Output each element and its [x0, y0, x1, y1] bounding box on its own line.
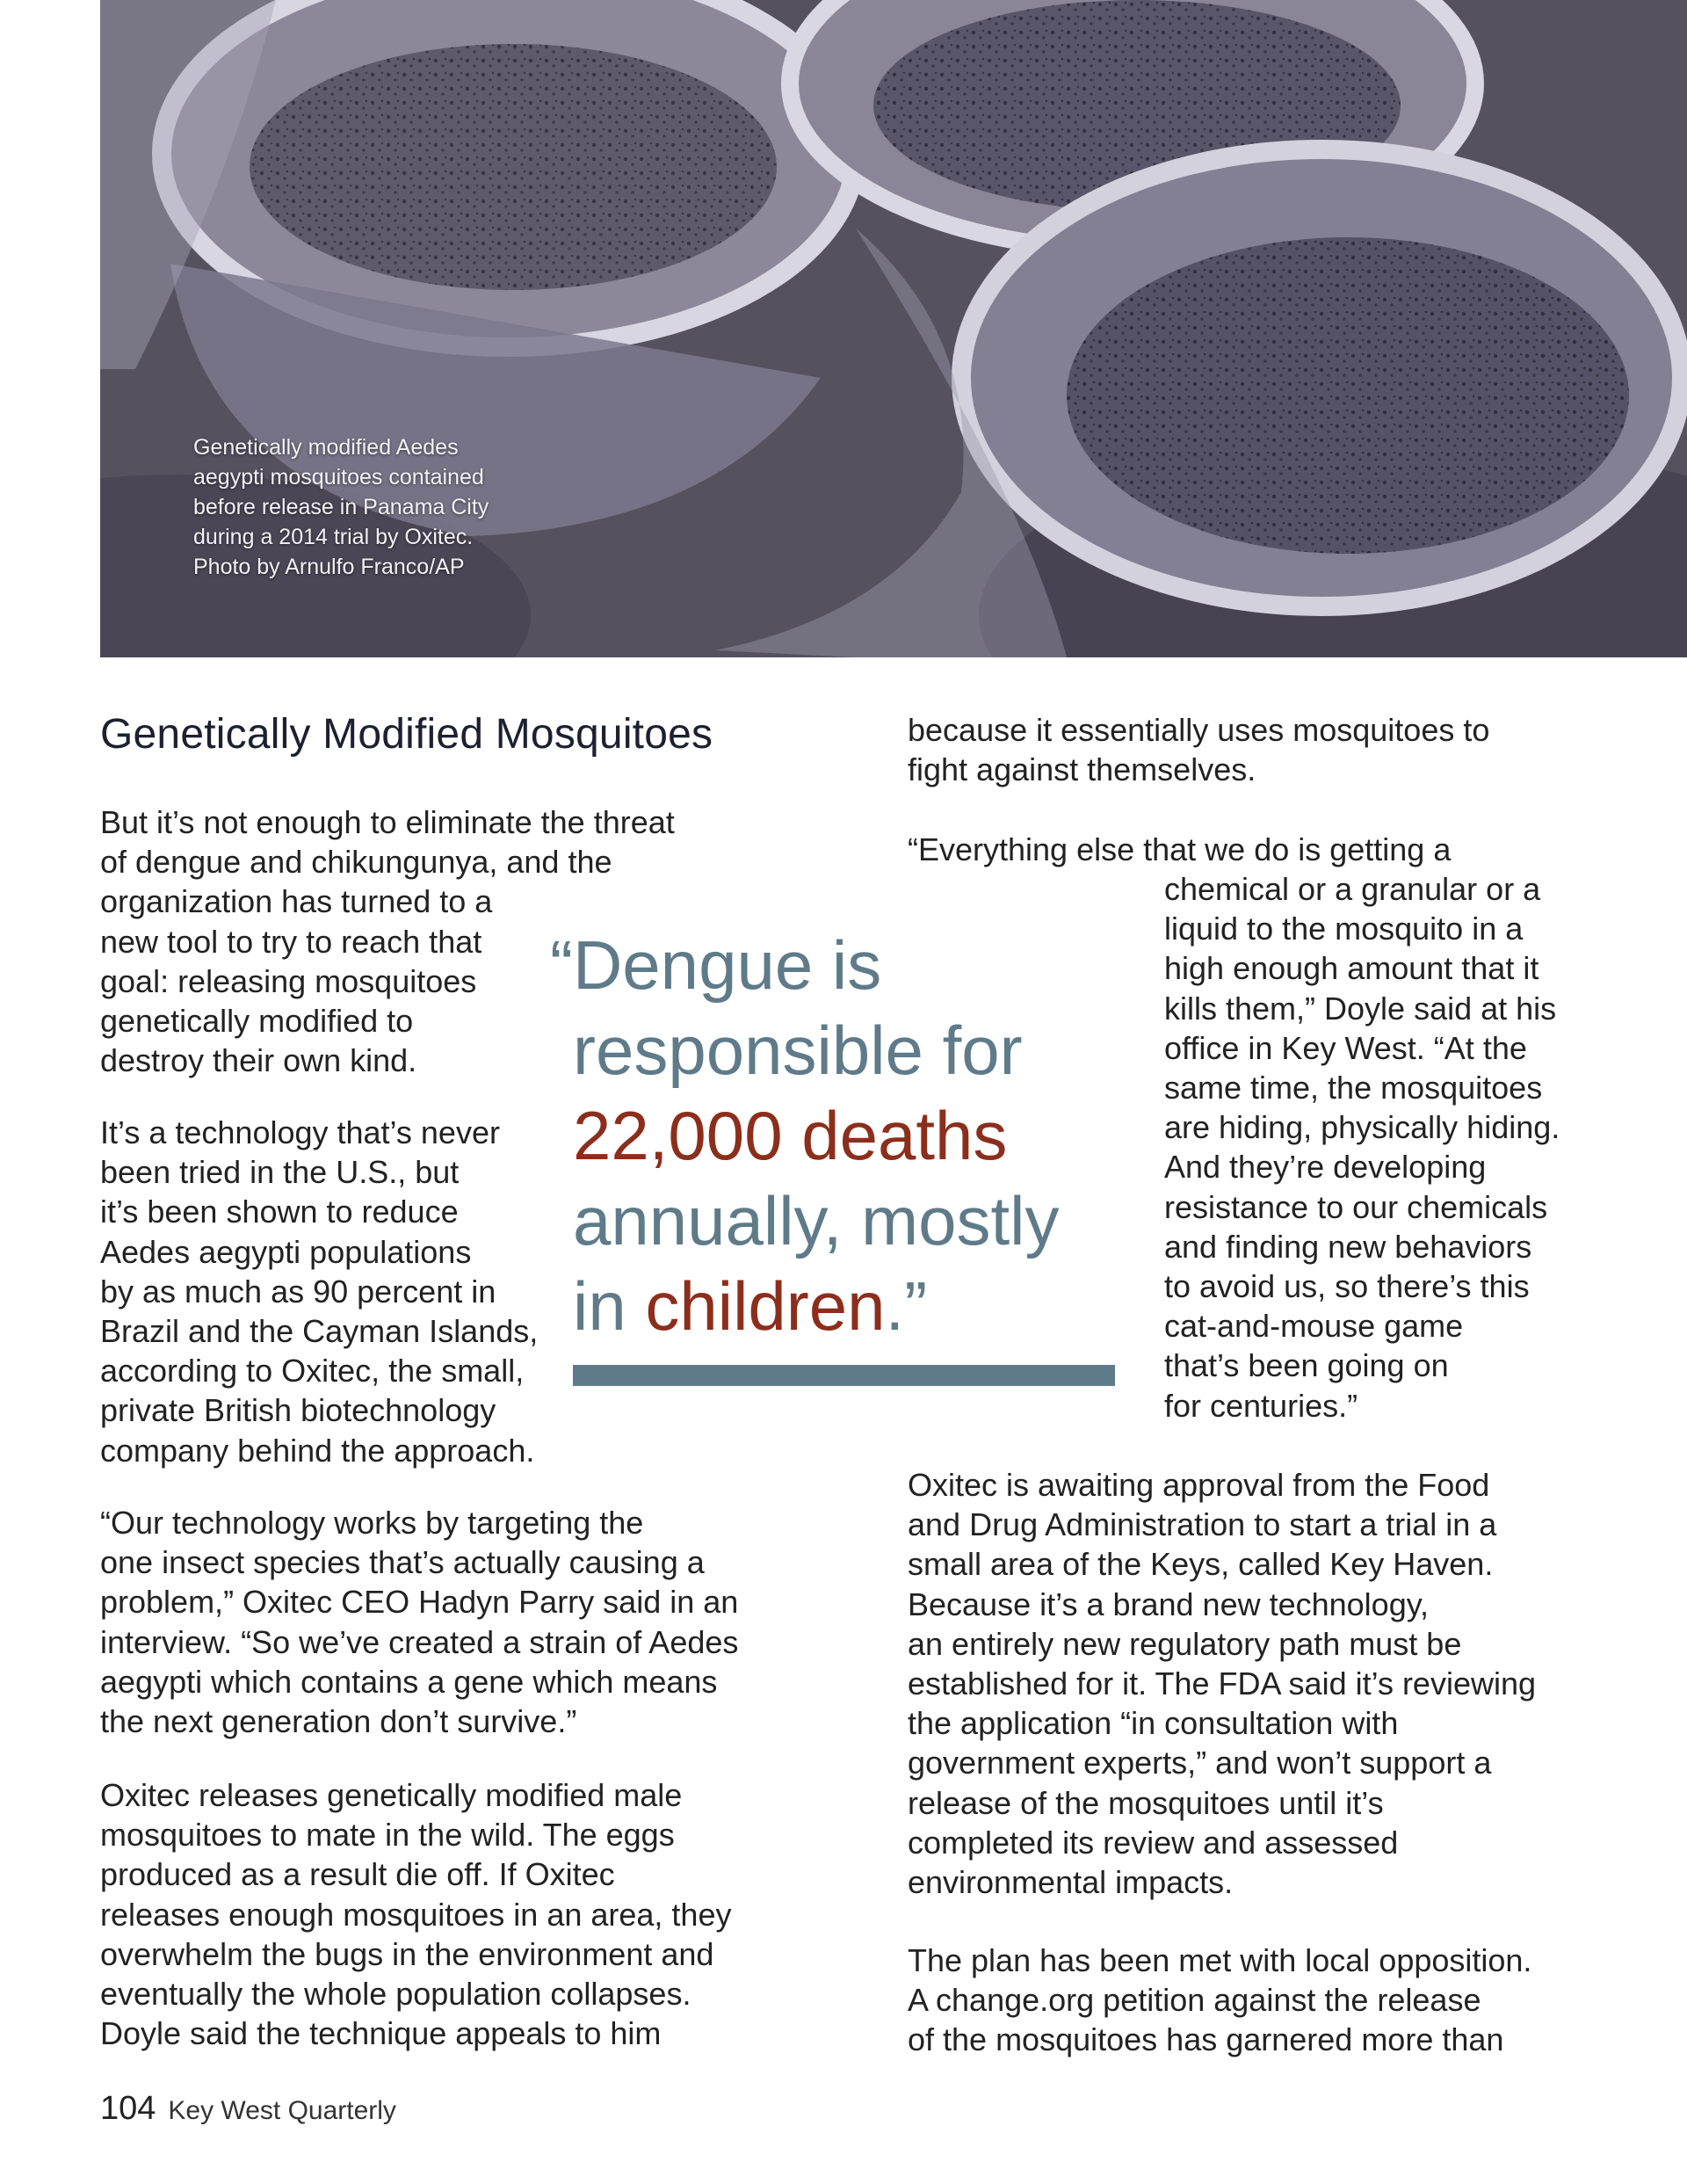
article-heading: Genetically Modified Mosquitoes [100, 711, 713, 758]
right-paragraph-2-wrap: chemical or a granular or a liquid to the mosquito in a high enough amount that it kills them,” Doyle said at his office in Key West. “At the same time, the mosquitoes are hiding, physically hiding. And they’re developing resistance to our chemicals and finding new behaviors to avoid us, so there’s this cat-and-mouse game that’s been going on for centuries.” [1164, 871, 1560, 1424]
right-paragraph-3: Oxitec is awaiting approval from the Food and Drug Administration to start a trial in a small area of the Keys, called Key Haven. Because it’s a brand new technology, an entirely new regulatory path must be established for it. The FDA said it’s reviewing the application “in consultation with government experts,” and won’t support a release of the mosquitoes until it’s completed its review and assessed environmental impacts. [908, 1467, 1537, 1901]
right-paragraph-1: because it essentially uses mosquitoes to fight against themselves. [908, 712, 1490, 788]
photo-caption: Genetically modified Aedes aegypti mosquitoes contained before release in Panama City during a 2014 trial by Oxitec. Photo by Arnulfo Franco/AP [193, 435, 489, 579]
left-paragraph-1: But it’s not enough to eliminate the threat of dengue and chikungunya, and the organization has turned to a new tool to try to reach that goal: releasing mosquitoes genetically modified to destroy their own kind. [100, 804, 675, 1079]
left-paragraph-3: “Our technology works by targeting the one insect species that’s actually causing a problem,” Oxitec CEO Hadyn Parry said in an interview. “So we’ve created a strain of Aedes aegypti which contains a gene which means the next generation don’t survive.” [100, 1505, 739, 1740]
mosquito-photo [100, 0, 1687, 657]
pull-quote-rule [573, 1365, 1115, 1386]
page-number: 104 [100, 2090, 156, 2127]
left-paragraph-2: It’s a technology that’s never been tried in the U.S., but it’s been shown to reduce Aedes aegypti populations by as much as 90 percent in Brazil and the Cayman Islands, according to Oxitec, the small, private British biotechnology company behind the approach. [100, 1114, 539, 1469]
pull-quote: “Dengue is responsible for 22,000 deaths annually, mostly in children.” [550, 926, 1060, 1345]
magazine-name: Key West Quarterly [168, 2096, 396, 2125]
left-paragraph-4: Oxitec releases genetically modified male mosquitoes to mate in the wild. The eggs produced as a result die off. If Oxitec releases enough mosquitoes in an area, they overwhelm the bugs in the environment and eventually the whole population collapses. Doyle said the technique appeals to him [100, 1777, 732, 2052]
right-paragraph-2-lead: “Everything else that we do is getting a [908, 831, 1452, 867]
right-paragraph-4: The plan has been met with local opposition. A change.org petition against the release of the mosquitoes has garnered more than [908, 1942, 1532, 2058]
page-footer [100, 2090, 396, 2128]
